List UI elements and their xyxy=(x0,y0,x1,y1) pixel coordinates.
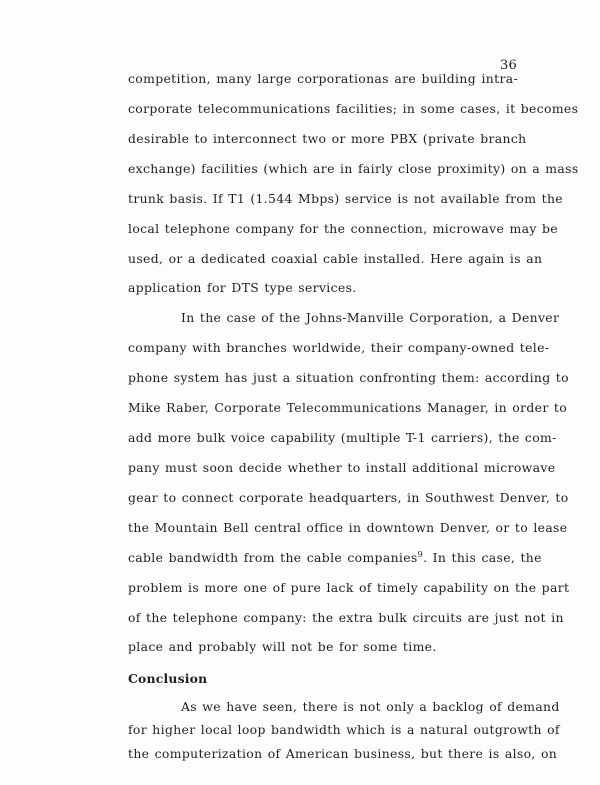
text-line: As we have seen, there is not only a backlog of demand xyxy=(181,699,560,715)
text-line: Mike Raber, Corporate Telecommunications Manager, in order to xyxy=(128,400,568,416)
text-line: trunk basis. If T1 (1.544 Mbps) service is not available from the xyxy=(128,190,563,206)
text-line: the Mountain Bell central office in downtown Denver, or to lease xyxy=(128,519,568,535)
text-line: company with branches worldwide, their company-owned tele- xyxy=(128,340,550,356)
footnote-line-before: cable bandwidth from the cable companies xyxy=(128,549,418,565)
text-line: add more bulk voice capability (multiple T-1 carriers), the com- xyxy=(128,430,557,446)
text-line: In the case of the Johns-Manville Corporation, a Denver xyxy=(181,310,560,326)
text-line-with-footnote xyxy=(128,549,542,565)
section-heading: Conclusion xyxy=(128,671,208,687)
page-number: 36 xyxy=(500,58,517,73)
text-line: the computerization of American business, but there is also, on xyxy=(128,745,558,761)
text-line: gear to connect corporate headquarters, in Southwest Denver, to xyxy=(128,489,569,505)
text-line: pany must soon decide whether to install additional microwave xyxy=(128,459,556,475)
text-line: place and probably will not be for some time. xyxy=(128,639,437,655)
text-line: problem is more one of pure lack of timely capability on the part xyxy=(128,579,570,595)
text-line: for higher local loop bandwidth which is a natural outgrowth of xyxy=(128,722,560,738)
text-line: of the telephone company: the extra bulk circuits are just not in xyxy=(128,609,564,625)
text-line: phone system has just a situation confronting them: according to xyxy=(128,370,569,386)
text-line: competition, many large corporationas are building intra- xyxy=(128,71,518,87)
text-line: exchange) facilities (which are in fairly close proximity) on a mass xyxy=(128,160,579,176)
footnote-reference: 9 xyxy=(417,549,424,559)
text-line: desirable to interconnect two or more PBX (private branch xyxy=(128,130,527,146)
footnote-line-after: . In this case, the xyxy=(423,549,542,565)
text-line: application for DTS type services. xyxy=(128,280,357,296)
text-line: corporate telecommunications facilities; in some cases, it becomes xyxy=(128,100,579,116)
text-line: used, or a dedicated coaxial cable installed. Here again is an xyxy=(128,250,543,266)
text-line: local telephone company for the connection, microwave may be xyxy=(128,220,558,236)
